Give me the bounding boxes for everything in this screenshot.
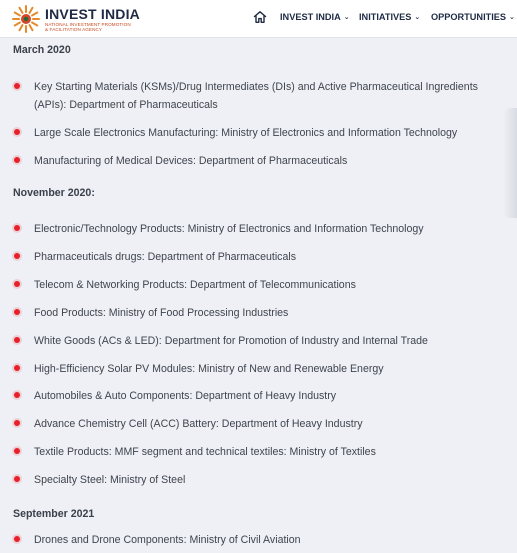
nav-invest-india-label: INVEST INDIA bbox=[280, 12, 341, 22]
list-item-text: High-Efficiency Solar PV Modules: Ministry of New and Renewable Energy bbox=[34, 363, 384, 375]
list-item-text: Manufacturing of Medical Devices: Department of Pharmaceuticals bbox=[34, 155, 348, 167]
list-item-text: Telecom & Networking Products: Department of Telecommunications bbox=[34, 279, 356, 291]
list-item-text: Electronic/Technology Products: Ministry of Electronics and Information Technology bbox=[34, 223, 424, 235]
list-item bbox=[14, 471, 484, 489]
scroll-shadow bbox=[503, 108, 517, 218]
list-item bbox=[14, 276, 484, 294]
chevron-down-icon: ⌄ bbox=[509, 14, 515, 21]
top-navigation-bar bbox=[0, 0, 517, 38]
nav-opportunities[interactable] bbox=[431, 12, 515, 22]
bullet-icon bbox=[14, 536, 20, 542]
bullet-icon bbox=[14, 225, 20, 231]
bullet-icon bbox=[14, 83, 20, 89]
section-title-november-2020: November 2020: bbox=[13, 187, 95, 199]
list-item bbox=[14, 152, 484, 170]
list-item bbox=[14, 248, 484, 266]
list-item bbox=[14, 124, 484, 142]
invest-india-logo[interactable] bbox=[11, 4, 140, 34]
bullet-icon bbox=[14, 281, 20, 287]
nav-initiatives-label: INITIATIVES bbox=[359, 12, 412, 22]
list-item-text: Automobiles & Auto Components: Department of Heavy Industry bbox=[34, 390, 337, 402]
nav-opportunities-label: OPPORTUNITIES bbox=[431, 12, 507, 22]
pli-schemes-content bbox=[0, 38, 517, 553]
list-item bbox=[14, 220, 484, 238]
bullet-icon bbox=[14, 253, 20, 259]
list-item-text: Advance Chemistry Cell (ACC) Battery: Department of Heavy Industry bbox=[34, 418, 363, 430]
section-title-september-2021: September 2021 bbox=[13, 508, 95, 520]
list-item-text: Food Products: Ministry of Food Processing Industries bbox=[34, 307, 289, 319]
list-item-text: Textile Products: MMF segment and technical textiles: Ministry of Textiles bbox=[34, 446, 376, 458]
list-item-text: Key Starting Materials (KSMs)/Drug Intermediates (DIs) and Active Pharmaceutical Ingredients (APIs): Department of Pharmaceuticals bbox=[34, 81, 478, 111]
bullet-icon bbox=[14, 420, 20, 426]
logo-subtitle-line1: NATIONAL INVESTMENT PROMOTION bbox=[45, 21, 131, 27]
bullet-icon bbox=[14, 392, 20, 398]
bullet-icon bbox=[14, 448, 20, 454]
logo-text bbox=[45, 7, 140, 32]
nav-initiatives[interactable] bbox=[359, 12, 420, 22]
list-item-text: Specialty Steel: Ministry of Steel bbox=[34, 474, 186, 486]
home-icon[interactable] bbox=[253, 10, 267, 24]
bullet-icon bbox=[14, 365, 20, 371]
list-item bbox=[14, 332, 484, 350]
list-item bbox=[14, 78, 484, 114]
list-item-text: White Goods (ACs & LED): Department for Promotion of Industry and Internal Trade bbox=[34, 335, 428, 347]
list-item bbox=[14, 387, 484, 405]
logo-sunburst-icon bbox=[11, 4, 41, 34]
list-item bbox=[14, 360, 484, 378]
bullet-icon bbox=[14, 476, 20, 482]
section-title-march-2020: March 2020 bbox=[13, 44, 71, 56]
bullet-icon bbox=[14, 129, 20, 135]
bullet-icon bbox=[14, 309, 20, 315]
list-item bbox=[14, 415, 484, 433]
list-item bbox=[14, 304, 484, 322]
chevron-down-icon: ⌄ bbox=[414, 14, 421, 21]
bullet-icon bbox=[14, 337, 20, 343]
chevron-down-icon: ⌄ bbox=[343, 14, 350, 21]
logo-subtitle-line2: & FACILITATION AGENCY bbox=[45, 26, 103, 32]
logo-title: INVEST INDIA bbox=[45, 5, 140, 22]
list-item bbox=[14, 531, 484, 549]
bullet-icon bbox=[14, 157, 20, 163]
list-item-text: Pharmaceuticals drugs: Department of Pharmaceuticals bbox=[34, 251, 297, 263]
list-item bbox=[14, 443, 484, 461]
list-item-text: Drones and Drone Components: Ministry of Civil Aviation bbox=[34, 534, 301, 546]
list-item-text: Large Scale Electronics Manufacturing: Ministry of Electronics and Information Technology bbox=[34, 127, 458, 139]
nav-invest-india[interactable] bbox=[280, 12, 350, 22]
